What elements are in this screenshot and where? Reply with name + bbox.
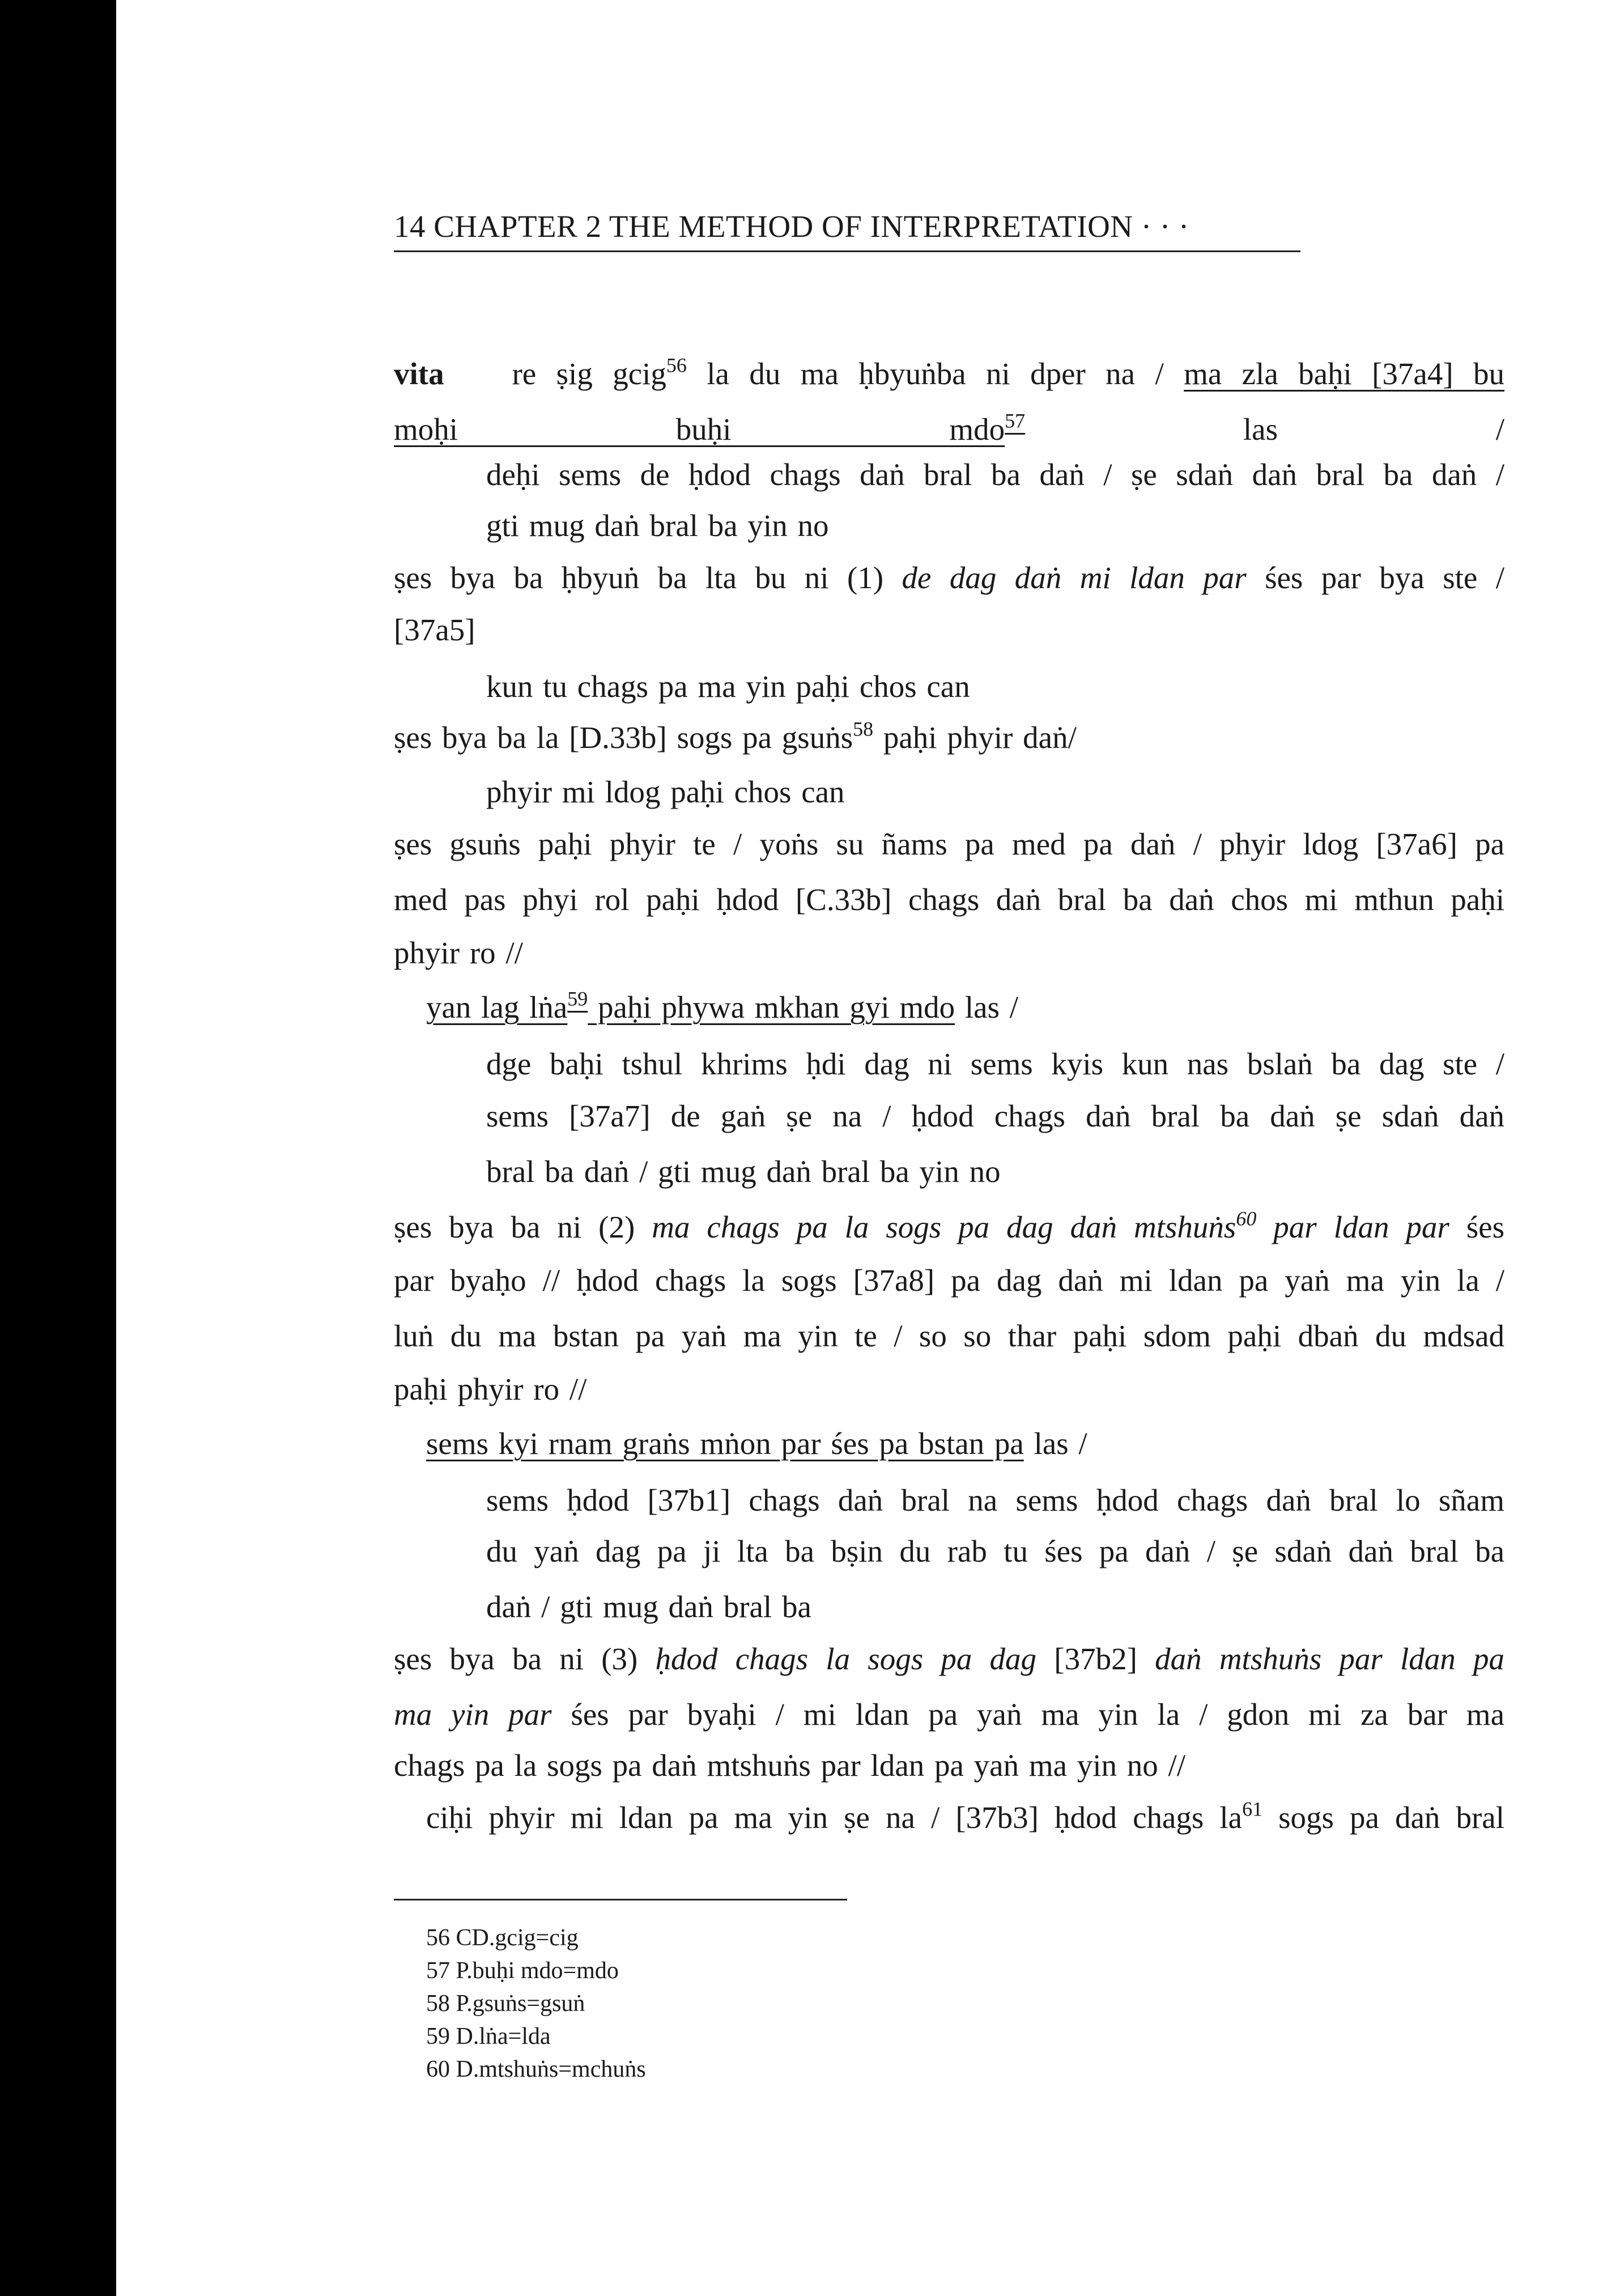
text-segment: ṣes gsuṅs paḥi phyir te / yoṅs su ñams pa med pa daṅ / phyir ldog [37a6] pa [394,827,1504,861]
text-segment: las / [1025,412,1504,447]
text-line [394,817,1504,871]
text-segment: ḥdod chags la sogs pa dag [655,1642,1037,1676]
text-line [426,1417,1504,1471]
text-segment: la du ma ḥbyuṅba ni dper na / [686,356,1184,391]
text-segment: du yaṅ dag pa ji lta ba bṣin du rab tu śes pa daṅ / ṣe sdaṅ daṅ bral ba [486,1534,1504,1568]
footnote: 59 D.lṅa=lda [426,2023,551,2050]
footnote: 60 D.mtshuṅs=mchuṅs [426,2056,646,2082]
text-line [394,551,1504,605]
text-segment: śes par byaḥi / mi ldan pa yaṅ ma yin la / gdon mi za bar ma [551,1697,1504,1732]
footnote: 58 P.gsuṅs=gsuṅ [426,1991,585,2017]
text-segment: daṅ / gti mug daṅ bral ba [486,1589,811,1624]
footnote-ref: 58 [853,717,874,741]
text-line [394,347,1504,401]
text-line [426,980,1504,1035]
footnote-rule [394,1899,847,1900]
text-segment: śes par bya ste / [1246,560,1504,595]
text-segment: moḥi buḥi mdo [394,412,1005,447]
text-line [394,1309,1504,1363]
text-line [394,1632,1504,1686]
footnote-ref: 60 [1236,1207,1257,1230]
text-segment: par byaḥo // ḥdod chags la sogs [37a8] pa dag daṅ mi ldan pa yaṅ ma yin la / [394,1263,1504,1298]
text-segment: ma yin par [394,1697,552,1732]
text-segment: [37a5] [394,613,475,647]
footnote-ref: 57 [1005,409,1026,432]
text-line [486,765,1504,819]
text-segment: bral ba daṅ / gti mug daṅ bral ba yin no [486,1154,1001,1189]
text-segment: gti mug daṅ bral ba yin no [486,508,829,543]
text-segment: paḥi phyir ro // [394,1372,587,1406]
text-line [486,1037,1504,1091]
text-segment: luṅ du ma bstan pa yaṅ ma yin te / so so thar paḥi sdom paḥi dbaṅ du mdsad [394,1319,1504,1353]
text-line [394,1253,1504,1308]
text-segment: ṣes bya ba ni (3) [394,1642,656,1676]
text-segment: phyir ro // [394,936,523,970]
scan-edge-bar [0,0,116,2296]
text-segment: daṅ mtshuṅs par ldan pa [1155,1642,1504,1676]
text-segment: ṣes bya ba ni (2) [394,1210,652,1244]
text-segment: ma chags pa la sogs pa dag daṅ mtshuṅs [652,1210,1236,1244]
text-line [486,1524,1504,1579]
text-line [486,448,1504,502]
footnote: 57 P.buḥi mdo=mdo [426,1958,619,1984]
text-segment: sems ḥdod [37b1] chags daṅ bral na sems ḥdod chags daṅ bral lo sñam [486,1483,1504,1517]
text-segment: par ldan par [1256,1210,1449,1244]
text-line [394,1687,1504,1742]
text-segment: paḥi phywa mkhan gyi mdo [588,990,955,1024]
text-line [486,1580,1504,1634]
text-line [394,711,1504,765]
footnote-ref: 59 [567,987,588,1010]
text-line [486,1473,1504,1528]
text-segment: [37b2] [1036,1642,1155,1676]
text-segment: śes [1449,1210,1504,1244]
source-label: vita [394,356,444,391]
text-line [394,926,1504,980]
text-line [486,660,1504,714]
text-segment: las / [955,990,1019,1024]
footnote-ref: 56 [666,354,687,377]
text-segment: sogs pa daṅ bral [1262,1800,1504,1835]
text-line [486,1145,1504,1199]
text-segment: ma zla baḥi [37a4] bu [1184,356,1505,391]
text-line [394,1738,1504,1793]
text-line [394,1362,1504,1417]
text-segment: med pas phyi rol paḥi ḥdod [C.33b] chags daṅ bral ba daṅ chos mi mthun paḥi [394,882,1504,917]
text-segment: ciḥi phyir mi ldan pa ma yin ṣe na / [37b3] ḥdod chags la [426,1800,1243,1835]
text-segment: ṣes bya ba ḥbyuṅ ba lta bu ni (1) [394,560,902,595]
text-segment: sems kyi rnam graṅs mṅon par śes pa bstan pa [426,1426,1024,1461]
text-segment: phyir mi ldog paḥi chos can [486,775,845,809]
text-line [486,1089,1504,1143]
text-segment: paḥi phyir daṅ/ [873,720,1077,755]
text-segment: chags pa la sogs pa daṅ mtshuṅs par ldan pa yaṅ ma yin no // [394,1748,1186,1783]
text-line [486,499,1504,553]
text-segment: yan lag lṅa [426,990,568,1024]
footnote-ref: 61 [1242,1797,1263,1821]
text-segment: re ṣig gcig [512,356,666,391]
text-line [426,1791,1504,1845]
text-segment: ṣes bya ba la [D.33b] sogs pa gsuṅs [394,720,853,755]
footnote: 56 CD.gcig=cig [426,1925,579,1951]
text-segment: kun tu chags pa ma yin paḥi chos can [486,669,970,704]
text-segment: deḥi sems de ḥdod chags daṅ bral ba daṅ / ṣe sdaṅ daṅ bral ba daṅ / [486,457,1504,492]
text-segment: sems [37a7] de gaṅ ṣe na / ḥdod chags daṅ bral ba daṅ ṣe sdaṅ daṅ [486,1099,1504,1133]
text-line [394,603,1504,657]
text-segment: dge baḥi tshul khrims ḥdi dag ni sems kyis kun nas bslaṅ ba dag ste / [486,1047,1504,1081]
text-segment: de dag daṅ mi ldan par [902,560,1247,595]
text-line [394,873,1504,927]
running-header: 14 CHAPTER 2 THE METHOD OF INTERPRETATION · · · [394,204,1300,252]
text-line [394,1200,1504,1255]
text-segment: las / [1023,1426,1087,1461]
